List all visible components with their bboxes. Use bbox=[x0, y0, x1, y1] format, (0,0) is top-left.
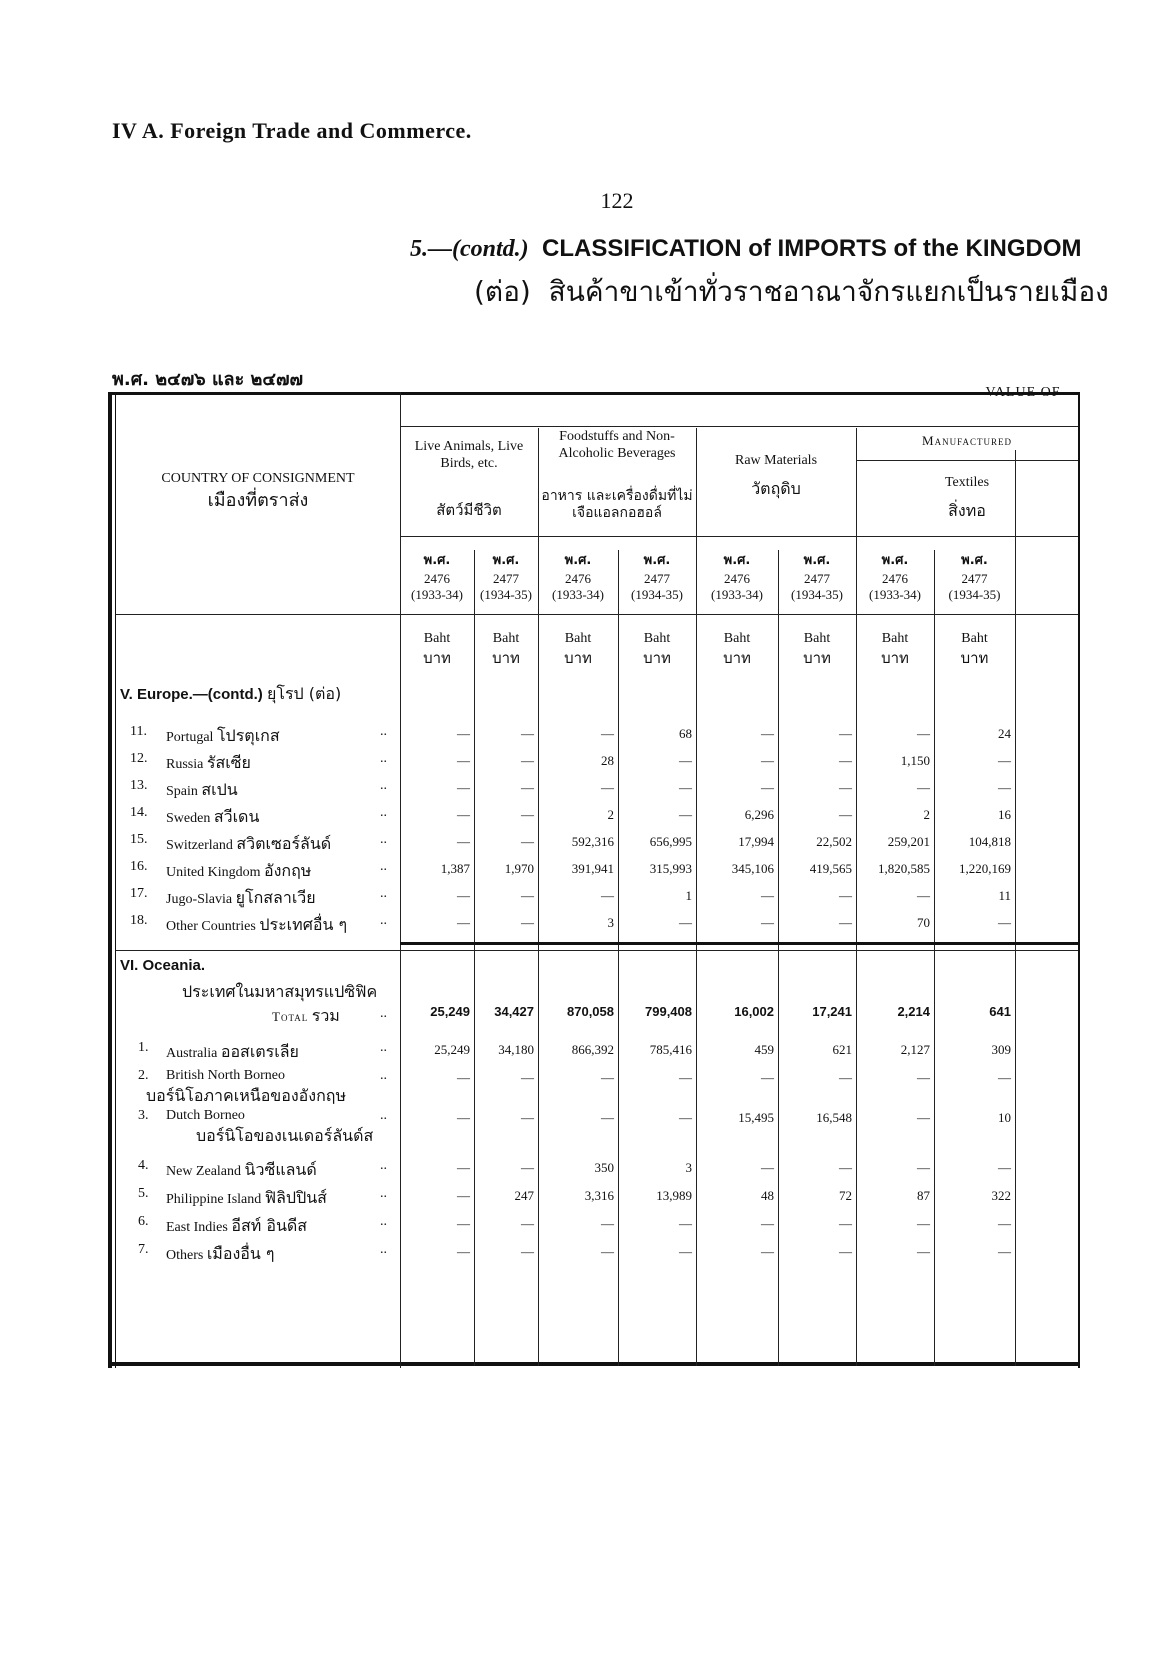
value-cell: — bbox=[601, 888, 614, 903]
leader-dots: .. bbox=[380, 1214, 387, 1229]
row-number: 5. bbox=[138, 1186, 149, 1201]
europe-row bbox=[166, 913, 347, 938]
country-header-th: เมืองที่ตราส่ง bbox=[207, 490, 309, 511]
year-2476: 2476 bbox=[882, 571, 908, 586]
total-label-en: Total bbox=[272, 1009, 309, 1024]
imports-table bbox=[108, 385, 1080, 1368]
oceania-row bbox=[166, 1108, 373, 1149]
country-name-th: สวีเดน bbox=[213, 807, 260, 826]
unit-baht: Baht bbox=[423, 631, 451, 646]
europe-heading bbox=[120, 682, 341, 707]
country-name: Switzerland bbox=[166, 838, 233, 853]
header-rule bbox=[116, 614, 1078, 615]
value-cell: — bbox=[679, 807, 692, 822]
value-cell: — bbox=[761, 888, 774, 903]
value-cell: 3,316 bbox=[584, 1188, 614, 1203]
value-cell: — bbox=[457, 1070, 470, 1085]
value-cell: 28 bbox=[601, 753, 614, 768]
total-value: 2,214 bbox=[897, 1004, 930, 1019]
value-cell: 1,970 bbox=[504, 861, 534, 876]
oceania-heading-th bbox=[182, 980, 377, 1005]
leader-dots: .. bbox=[380, 1108, 387, 1123]
value-cell: 656,995 bbox=[649, 834, 692, 849]
row-number: 12. bbox=[130, 751, 148, 766]
title-th-text: สินค้าขาเข้าทั่วราชอาณาจักรแยกเป็นรายเมือง bbox=[548, 275, 1109, 308]
country-name: Sweden bbox=[166, 811, 211, 826]
value-cell: 11 bbox=[998, 888, 1011, 903]
value-cell: 87 bbox=[917, 1188, 930, 1203]
europe-heading-en: V. Europe.—(contd.) bbox=[120, 686, 263, 703]
unit-baht-th: บาท bbox=[564, 649, 592, 667]
value-cell: — bbox=[839, 1244, 852, 1259]
value-cell: — bbox=[839, 726, 852, 741]
table-border-left bbox=[108, 392, 112, 1368]
country-name-th: ยูโกสลาเวีย bbox=[235, 888, 316, 907]
col-divider bbox=[1015, 450, 1016, 1366]
value-cell: — bbox=[679, 915, 692, 930]
value-cell: — bbox=[761, 1160, 774, 1175]
section-rule bbox=[400, 942, 1078, 945]
year-2477: 2477 bbox=[644, 571, 670, 586]
country-name-th: ประเทศอื่น ๆ bbox=[259, 915, 348, 934]
year-be-label: พ.ศ. bbox=[803, 553, 831, 568]
unit-baht: Baht bbox=[881, 631, 909, 646]
value-cell: — bbox=[601, 1110, 614, 1125]
value-cell: 1 bbox=[685, 888, 692, 903]
row-number: 7. bbox=[138, 1242, 149, 1257]
row-number: 1. bbox=[138, 1040, 149, 1055]
country-name: Spain bbox=[166, 784, 198, 799]
year-2476: 2476 bbox=[565, 571, 591, 586]
value-cell: 25,249 bbox=[434, 1042, 470, 1057]
leader-dots: .. bbox=[380, 1068, 387, 1083]
country-name: Philippine Island bbox=[166, 1192, 262, 1207]
country-name: Russia bbox=[166, 757, 204, 772]
europe-row bbox=[166, 859, 311, 884]
total-value: 17,241 bbox=[812, 1004, 852, 1019]
year-1933-34: (1933-34) bbox=[411, 587, 463, 602]
value-cell: — bbox=[839, 1070, 852, 1085]
value-cell: 350 bbox=[594, 1160, 614, 1175]
leader-dots: .. bbox=[380, 751, 387, 766]
value-cell: — bbox=[521, 1160, 534, 1175]
unit-baht: Baht bbox=[643, 631, 671, 646]
country-name-th: สวิตเซอร์ลันด์ bbox=[236, 834, 332, 853]
header-rule bbox=[856, 460, 1078, 461]
value-cell: 2 bbox=[923, 807, 930, 822]
oceania-heading: VI. Oceania. bbox=[120, 957, 206, 974]
value-cell: — bbox=[679, 1110, 692, 1125]
value-cell: — bbox=[761, 1070, 774, 1085]
value-cell: — bbox=[601, 1216, 614, 1231]
oceania-heading-th-text: ประเทศในมหาสมุทรแปซิฟิค bbox=[182, 982, 378, 1001]
group-live-animals: Live Animals, Live Birds, etc. bbox=[414, 439, 524, 471]
value-cell: — bbox=[679, 753, 692, 768]
value-cell: — bbox=[457, 780, 470, 795]
oceania-row bbox=[166, 1242, 275, 1267]
value-cell: — bbox=[457, 1244, 470, 1259]
value-cell: — bbox=[521, 834, 534, 849]
table-border-right bbox=[1078, 392, 1080, 1368]
section-rule bbox=[116, 950, 1078, 951]
country-name: Jugo-Slavia bbox=[166, 892, 233, 907]
header-rule bbox=[400, 536, 1078, 537]
year-be-label: พ.ศ. bbox=[961, 553, 988, 568]
total-value: 799,408 bbox=[645, 1004, 692, 1019]
value-cell: 16,548 bbox=[816, 1110, 852, 1125]
table-border-top bbox=[108, 392, 1080, 395]
value-cell: — bbox=[917, 888, 930, 903]
year-1933-34: (1933-34) bbox=[869, 587, 921, 602]
row-number: 3. bbox=[138, 1108, 149, 1123]
row-number: 18. bbox=[130, 913, 148, 928]
year-1934-35: (1934-35) bbox=[631, 587, 683, 602]
country-name: New Zealand bbox=[166, 1164, 242, 1179]
value-cell: — bbox=[998, 780, 1011, 795]
value-cell: 391,941 bbox=[571, 861, 614, 876]
row-number: 15. bbox=[130, 832, 148, 847]
oceania-row bbox=[146, 1068, 346, 1109]
leader-dots: .. bbox=[380, 724, 387, 739]
value-cell: — bbox=[457, 1160, 470, 1175]
value-cell: 6,296 bbox=[744, 807, 774, 822]
leader-dots: .. bbox=[380, 1040, 387, 1055]
value-cell: 70 bbox=[917, 915, 930, 930]
year-be-label: พ.ศ. bbox=[643, 553, 671, 568]
value-cell: — bbox=[839, 753, 852, 768]
value-cell: 3 bbox=[685, 1160, 692, 1175]
row-number: 16. bbox=[130, 859, 148, 874]
value-cell: — bbox=[761, 780, 774, 795]
unit-baht-th: บาท bbox=[960, 649, 989, 667]
value-cell: — bbox=[521, 753, 534, 768]
value-cell: — bbox=[457, 807, 470, 822]
country-name: Portugal bbox=[166, 730, 214, 745]
year-2477: 2477 bbox=[493, 571, 519, 586]
row-number: 13. bbox=[130, 778, 148, 793]
leader-dots: .. bbox=[380, 1006, 387, 1021]
group-foodstuffs-th: อาหาร และเครื่องดื่มที่ไม่เจือแอลกอฮอล์ bbox=[541, 488, 693, 521]
value-cell: — bbox=[521, 780, 534, 795]
leader-dots: .. bbox=[380, 1186, 387, 1201]
value-cell: 785,416 bbox=[649, 1042, 692, 1057]
country-name-th: บอร์นิโอภาคเหนือของอังกฤษ bbox=[146, 1086, 346, 1105]
year-be-label: พ.ศ. bbox=[492, 553, 520, 568]
value-cell: 48 bbox=[761, 1188, 774, 1203]
row-number: 4. bbox=[138, 1158, 149, 1173]
leader-dots: .. bbox=[380, 778, 387, 793]
table-title-th bbox=[474, 270, 1109, 314]
value-cell: — bbox=[679, 780, 692, 795]
value-cell: — bbox=[601, 726, 614, 741]
country-name-th: นิวซีแลนด์ bbox=[244, 1160, 317, 1179]
value-cell: 1,820,585 bbox=[878, 861, 930, 876]
year-2476: 2476 bbox=[424, 571, 450, 586]
value-cell: — bbox=[839, 888, 852, 903]
group-raw-materials-th: วัตถุดิบ bbox=[751, 479, 801, 498]
europe-row bbox=[166, 724, 280, 749]
value-cell: — bbox=[457, 1188, 470, 1203]
value-cell: — bbox=[761, 753, 774, 768]
oceania-row bbox=[166, 1158, 317, 1183]
value-cell: — bbox=[521, 915, 534, 930]
country-name: Other Countries bbox=[166, 919, 256, 934]
value-cell: 1,387 bbox=[440, 861, 470, 876]
year-1933-34: (1933-34) bbox=[711, 587, 763, 602]
value-cell: — bbox=[839, 780, 852, 795]
country-name: Others bbox=[166, 1248, 204, 1263]
header-rule bbox=[400, 426, 1078, 427]
unit-baht-th: บาท bbox=[723, 649, 751, 667]
value-cell: — bbox=[521, 807, 534, 822]
year-2477: 2477 bbox=[961, 571, 988, 586]
value-cell: 592,316 bbox=[571, 834, 614, 849]
total-label bbox=[272, 1004, 340, 1029]
value-cell: 15,495 bbox=[738, 1110, 774, 1125]
value-cell: — bbox=[917, 1160, 930, 1175]
country-name-th: โปรตุเกส bbox=[216, 726, 280, 745]
year-1933-34: (1933-34) bbox=[552, 587, 604, 602]
value-cell: — bbox=[761, 915, 774, 930]
country-name: East Indies bbox=[166, 1220, 228, 1235]
year-2477: 2477 bbox=[804, 571, 830, 586]
value-cell: — bbox=[917, 780, 930, 795]
value-cell: — bbox=[998, 1070, 1011, 1085]
value-cell: — bbox=[521, 1244, 534, 1259]
value-cell: — bbox=[457, 834, 470, 849]
value-cell: — bbox=[917, 1070, 930, 1085]
value-cell: 621 bbox=[832, 1042, 852, 1057]
value-cell: — bbox=[998, 1160, 1011, 1175]
year-be-label: พ.ศ. bbox=[881, 553, 909, 568]
country-name-th: สเปน bbox=[201, 780, 238, 799]
total-value: 870,058 bbox=[567, 1004, 614, 1019]
year-1934-35: (1934-35) bbox=[480, 587, 532, 602]
year-be-label: พ.ศ. bbox=[723, 553, 751, 568]
leader-dots: .. bbox=[380, 1242, 387, 1257]
country-name-th: อีสท์ อินดีส bbox=[231, 1216, 308, 1235]
year-be-label: พ.ศ. bbox=[564, 553, 592, 568]
country-header: COUNTRY OF CONSIGNMENT bbox=[161, 471, 355, 486]
value-cell: — bbox=[601, 780, 614, 795]
oceania-row bbox=[166, 1040, 299, 1065]
value-cell: 16 bbox=[998, 807, 1011, 822]
row-number: 2. bbox=[138, 1068, 149, 1083]
value-cell: 866,392 bbox=[571, 1042, 614, 1057]
value-cell: — bbox=[839, 807, 852, 822]
value-cell: — bbox=[917, 1216, 930, 1231]
value-cell: — bbox=[761, 1216, 774, 1231]
europe-row bbox=[166, 886, 316, 911]
value-cell: — bbox=[679, 1070, 692, 1085]
total-value: 641 bbox=[989, 1004, 1011, 1019]
value-cell: 2 bbox=[607, 807, 614, 822]
value-cell: — bbox=[998, 1216, 1011, 1231]
value-cell: — bbox=[601, 1070, 614, 1085]
row-number: 11. bbox=[130, 724, 147, 739]
total-value: 16,002 bbox=[734, 1004, 774, 1019]
value-cell: — bbox=[457, 726, 470, 741]
country-name-th: รัสเซีย bbox=[206, 753, 251, 772]
value-cell: — bbox=[839, 915, 852, 930]
europe-heading-th: ยุโรป (ต่อ) bbox=[266, 684, 342, 703]
value-cell: — bbox=[457, 888, 470, 903]
group-textiles-th: สิ่งทอ bbox=[948, 501, 986, 520]
unit-baht-th: บาท bbox=[881, 649, 909, 667]
value-cell: — bbox=[761, 1244, 774, 1259]
country-name: British North Borneo bbox=[166, 1068, 285, 1083]
unit-baht: Baht bbox=[961, 631, 988, 646]
group-raw-materials: Raw Materials bbox=[734, 453, 818, 468]
unit-baht-th: บาท bbox=[492, 649, 520, 667]
value-cell: 72 bbox=[839, 1188, 852, 1203]
year-be-label: พ.ศ. bbox=[423, 553, 451, 568]
value-cell: 68 bbox=[679, 726, 692, 741]
country-name: Dutch Borneo bbox=[166, 1108, 245, 1123]
oceania-row bbox=[166, 1214, 307, 1239]
value-cell: — bbox=[761, 726, 774, 741]
value-cell: — bbox=[457, 915, 470, 930]
value-cell: — bbox=[601, 1244, 614, 1259]
unit-baht: Baht bbox=[723, 631, 751, 646]
total-value: 34,427 bbox=[494, 1004, 534, 1019]
leader-dots: .. bbox=[380, 913, 387, 928]
leader-dots: .. bbox=[380, 886, 387, 901]
value-cell: — bbox=[521, 888, 534, 903]
value-cell: 345,106 bbox=[731, 861, 774, 876]
title-text: CLASSIFICATION of IMPORTS of the KINGDOM bbox=[542, 235, 1082, 262]
year-2476: 2476 bbox=[724, 571, 750, 586]
value-cell: — bbox=[521, 1110, 534, 1125]
value-cell: 459 bbox=[754, 1042, 774, 1057]
value-cell: — bbox=[998, 915, 1011, 930]
unit-baht-th: บาท bbox=[643, 649, 671, 667]
unit-baht-th: บาท bbox=[803, 649, 831, 667]
total-label-th: รวม bbox=[311, 1006, 340, 1025]
country-name-th: เมืองอื่น ๆ bbox=[206, 1244, 275, 1263]
value-cell: — bbox=[457, 1216, 470, 1231]
value-cell: — bbox=[839, 1216, 852, 1231]
value-cell: — bbox=[521, 1070, 534, 1085]
value-cell: — bbox=[457, 753, 470, 768]
row-number: 17. bbox=[130, 886, 148, 901]
europe-row bbox=[166, 832, 331, 857]
value-cell: 24 bbox=[998, 726, 1011, 741]
value-cell: — bbox=[917, 726, 930, 741]
unit-baht: Baht bbox=[803, 631, 831, 646]
country-name-th: อังกฤษ bbox=[264, 861, 312, 880]
value-cell: — bbox=[998, 753, 1011, 768]
country-name: United Kingdom bbox=[166, 865, 261, 880]
title-prefix: 5.—(contd.) bbox=[410, 236, 529, 262]
value-cell: 419,565 bbox=[809, 861, 852, 876]
value-cell: 13,989 bbox=[656, 1188, 692, 1203]
value-cell: 22,502 bbox=[816, 834, 852, 849]
value-cell: — bbox=[457, 1110, 470, 1125]
unit-baht-th: บาท bbox=[423, 649, 451, 667]
unit-baht: Baht bbox=[492, 631, 520, 646]
leader-dots: .. bbox=[380, 859, 387, 874]
table-title-en bbox=[410, 235, 1082, 263]
value-cell: 309 bbox=[991, 1042, 1011, 1057]
oceania-row bbox=[166, 1186, 327, 1211]
value-cell: 17,994 bbox=[738, 834, 774, 849]
title-th-prefix: (ต่อ) bbox=[474, 275, 531, 308]
value-cell: 1,150 bbox=[900, 753, 930, 768]
value-cell: 104,818 bbox=[968, 834, 1011, 849]
value-cell: 3 bbox=[607, 915, 614, 930]
value-cell: 10 bbox=[998, 1110, 1011, 1125]
value-cell: — bbox=[839, 1160, 852, 1175]
value-cell: 259,201 bbox=[887, 834, 930, 849]
value-cell: 315,993 bbox=[649, 861, 692, 876]
value-cell: — bbox=[917, 1110, 930, 1125]
country-name-th: บอร์นิโอของเนเดอร์ลันด์ส bbox=[196, 1126, 374, 1145]
value-cell: — bbox=[679, 1244, 692, 1259]
value-cell: — bbox=[521, 726, 534, 741]
europe-row bbox=[166, 805, 259, 830]
total-value: 25,249 bbox=[430, 1004, 470, 1019]
section-heading: IV A. Foreign Trade and Commerce. bbox=[112, 118, 472, 143]
year-1934-35: (1934-35) bbox=[791, 587, 843, 602]
value-cell: 322 bbox=[991, 1188, 1011, 1203]
value-cell: 1,220,169 bbox=[959, 861, 1011, 876]
europe-row bbox=[166, 778, 238, 803]
leader-dots: .. bbox=[380, 805, 387, 820]
row-number: 6. bbox=[138, 1214, 149, 1229]
value-cell: — bbox=[998, 1244, 1011, 1259]
value-cell: 34,180 bbox=[498, 1042, 534, 1057]
europe-row bbox=[166, 751, 251, 776]
years-label-th: พ.ศ. ๒๔๗๖ และ ๒๔๗๗ bbox=[112, 369, 304, 390]
unit-baht: Baht bbox=[564, 631, 592, 646]
group-textiles: Textiles bbox=[944, 475, 990, 490]
leader-dots: .. bbox=[380, 1158, 387, 1173]
value-cell: — bbox=[521, 1216, 534, 1231]
value-cell: 247 bbox=[514, 1188, 534, 1203]
row-number: 14. bbox=[130, 805, 148, 820]
group-foodstuffs: Foodstuffs and Non-Alcoholic Beverages bbox=[558, 429, 676, 461]
value-of-label: VALUE OF bbox=[985, 385, 1061, 400]
group-live-animals-th: สัตว์มีชีวิต bbox=[436, 501, 502, 519]
manufactured-label: Manufactured bbox=[922, 433, 1012, 448]
country-name-th: ออสเตรเลีย bbox=[220, 1042, 299, 1061]
page-number: 122 bbox=[600, 188, 634, 213]
country-name-th: ฟิลิปปินส์ bbox=[264, 1188, 327, 1207]
year-1934-35: (1934-35) bbox=[948, 587, 1001, 602]
value-cell: 2,127 bbox=[900, 1042, 930, 1057]
table-border-left-inner bbox=[115, 392, 116, 1368]
value-cell: — bbox=[679, 1216, 692, 1231]
leader-dots: .. bbox=[380, 832, 387, 847]
country-name: Australia bbox=[166, 1046, 218, 1061]
value-cell: — bbox=[917, 1244, 930, 1259]
